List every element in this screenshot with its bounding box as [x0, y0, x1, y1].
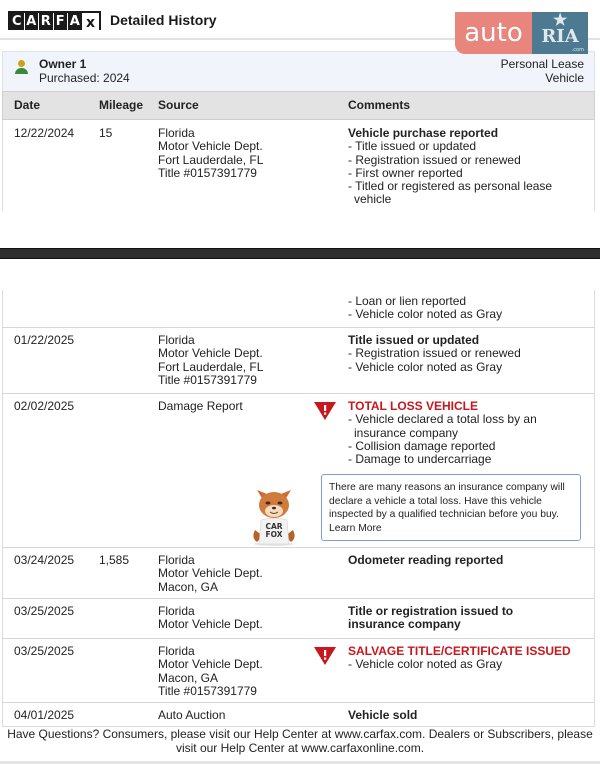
row-date: 12/22/2024: [14, 126, 75, 140]
row-date: 01/22/2025: [14, 333, 75, 347]
source-line: Florida: [158, 553, 195, 567]
page-gap: [0, 211, 600, 249]
row-source: [158, 645, 263, 698]
row-comments: [348, 295, 588, 322]
comment-item: - Titled or registered as personal lease vehicle: [348, 179, 553, 207]
source-line: Title #0157391779: [158, 165, 257, 180]
row-source: [158, 554, 263, 594]
logo-letter: F: [54, 13, 69, 30]
owner-purchased: Purchased: 2024: [39, 71, 130, 85]
row-comments: [348, 400, 548, 466]
table-row: [2, 328, 595, 394]
column-header-source: Source: [158, 98, 199, 112]
alert-heading: SALVAGE TITLE/CERTIFICATE ISSUED: [348, 644, 571, 658]
owner-type-line: Personal Lease: [500, 57, 584, 71]
comment-item: - Registration issued or renewed: [348, 152, 521, 167]
watermark-auto: auto: [455, 12, 532, 54]
source-line: Motor Vehicle Dept.: [158, 617, 263, 632]
source-line: Florida: [158, 333, 195, 347]
comment-heading: Title or registration issued to insurance company: [348, 604, 514, 632]
source-line: Fort Lauderdale, FL: [158, 359, 264, 374]
comment-item: - Vehicle declared a total loss by an insurance company: [348, 412, 537, 440]
row-date: 03/24/2025: [14, 553, 75, 567]
column-header-date: Date: [14, 98, 41, 112]
page-break-divider: [0, 248, 600, 259]
carfox-mascot: [249, 486, 299, 546]
comment-item: - Damage to undercarriage: [348, 452, 492, 467]
comment-item: - Registration issued or renewed: [348, 346, 521, 361]
row-comments: [348, 334, 588, 374]
logo-letter: x: [83, 13, 99, 30]
comment-heading: Vehicle sold: [348, 708, 418, 722]
total-loss-info-box: [321, 474, 581, 541]
source-line: Macon, GA: [158, 670, 219, 685]
owner-name: Owner 1: [39, 57, 87, 71]
info-text: There are many reasons an insurance company will declare a vehicle a total loss. Have this vehicle inspected by a qualified technician before you buy.: [329, 482, 565, 521]
comment-item: - Vehicle color noted as Gray: [348, 307, 503, 322]
comment-item: - Collision damage reported: [348, 438, 496, 453]
carfax-logo: [8, 11, 101, 30]
source-line: Florida: [158, 604, 195, 618]
source-line: Motor Vehicle Dept.: [158, 346, 263, 361]
svg-text:FOX: FOX: [265, 530, 283, 539]
source-line: Florida: [158, 126, 195, 140]
source-line: Title #0157391779: [158, 683, 257, 698]
source-line: Macon, GA: [158, 579, 219, 594]
logo-letter: A: [68, 13, 83, 30]
row-date: 03/25/2025: [14, 644, 75, 658]
row-source: [158, 709, 225, 722]
column-header-mileage: Mileage: [99, 98, 144, 112]
table-row: [2, 599, 595, 639]
table-row: [2, 703, 595, 727]
logo-letter: C: [10, 13, 25, 30]
source-line: Motor Vehicle Dept.: [158, 566, 263, 581]
comment-item: - Vehicle color noted as Gray: [348, 657, 503, 672]
row-source: [158, 605, 263, 632]
alert-heading: TOTAL LOSS VEHICLE: [348, 399, 479, 413]
row-date: 03/25/2025: [14, 604, 75, 618]
column-header-comments: Comments: [348, 98, 411, 112]
table-row: [2, 290, 595, 328]
source-line: Motor Vehicle Dept.: [158, 139, 263, 154]
table-row: [2, 120, 595, 212]
comment-heading: Title issued or updated: [348, 333, 480, 347]
watermark-ria-text: RIA: [541, 26, 579, 47]
table-row: [2, 639, 595, 703]
watermark-ria: [532, 12, 588, 54]
row-comments: [348, 645, 588, 672]
row-date: 04/01/2025: [14, 708, 75, 722]
person-icon: [14, 60, 28, 74]
comment-heading: Odometer reading reported: [348, 553, 504, 567]
row-comments: [348, 127, 588, 207]
comment-item: - Loan or lien reported: [348, 294, 467, 308]
logo-letter: R: [39, 13, 54, 30]
warning-icon: [314, 402, 336, 420]
row-comments: [348, 605, 573, 632]
watermark-com: .com: [571, 47, 584, 53]
autoria-watermark: [455, 12, 588, 54]
comment-item: - Vehicle color noted as Gray: [348, 359, 503, 374]
row-comments: [348, 554, 588, 567]
row-mileage: 1,585: [99, 553, 130, 567]
row-source: [158, 334, 263, 387]
source-line: Florida: [158, 644, 195, 658]
owner-summary: [2, 51, 595, 91]
star-icon: ★: [553, 10, 568, 29]
logo-letter: A: [25, 13, 40, 30]
help-footer: Have Questions? Consumers, please visit our Help Center at www.carfax.com. Dealers or Subscribers, please visit our Help Center at www.carfaxonline.com.: [7, 727, 593, 755]
comment-item: - Title issued or updated: [348, 139, 477, 154]
row-source: [158, 400, 243, 413]
warning-icon: [314, 647, 336, 665]
row-date: 02/02/2025: [14, 399, 75, 413]
learn-more-link[interactable]: Learn More: [329, 522, 382, 534]
source-line: Auto Auction: [158, 708, 226, 722]
page-title: Detailed History: [110, 12, 217, 28]
source-line: Damage Report: [158, 399, 243, 413]
source-line: Fort Lauderdale, FL: [158, 152, 264, 167]
comment-heading: Vehicle purchase reported: [348, 126, 499, 140]
row-comments: [348, 709, 588, 722]
source-line: Title #0157391779: [158, 372, 257, 387]
source-line: Motor Vehicle Dept.: [158, 657, 263, 672]
row-source: [158, 127, 263, 180]
owner-type: [464, 57, 584, 85]
owner-type-line: Vehicle: [545, 71, 584, 85]
row-mileage: 15: [99, 126, 113, 140]
table-header: [2, 91, 595, 120]
comment-item: - First owner reported: [348, 165, 463, 180]
svg-text:CAR: CAR: [265, 522, 283, 531]
table-row: [2, 548, 595, 599]
